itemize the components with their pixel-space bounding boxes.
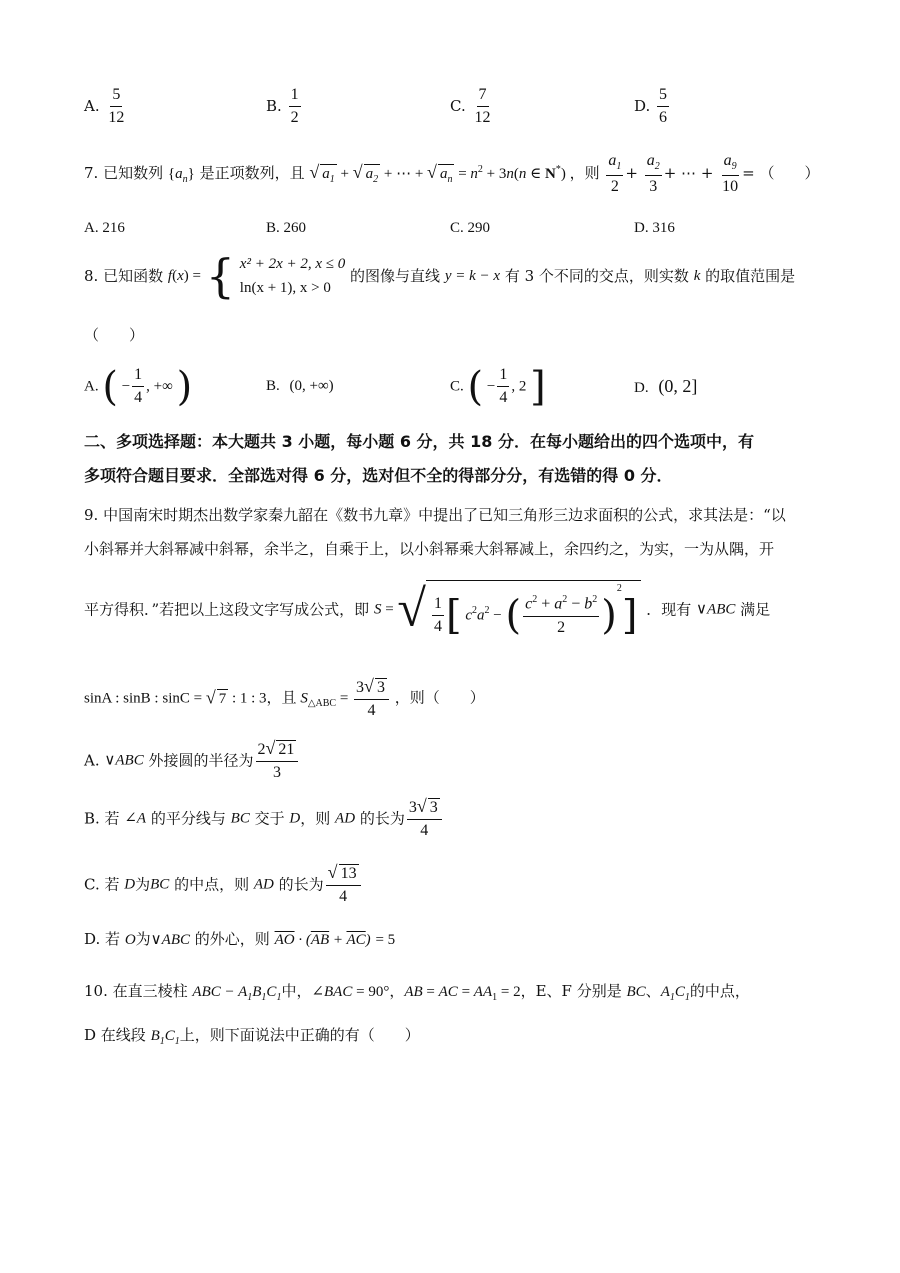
fraction: $\frac{a_2}{3}$ — [646, 152, 660, 195]
q8-answer-blank: （ ） — [84, 326, 145, 344]
q7-option-d: D. 316 — [634, 220, 675, 236]
q9-line2: 小斜幂并大斜幂减中斜幂，余半之，自乘于上，以小斜幂乘大斜幂减上，余四约之，为实，一为从隅，开 — [84, 540, 775, 558]
q9-line1: 9. 中国南宋时期杰出数学家秦九韶在《数书九章》中提出了已知三角形三边求面积的公式，求其法是：“以 — [84, 506, 786, 524]
q8-option-b: B. (0, +∞) — [266, 378, 334, 394]
fraction: $\frac{7}{12}$ — [474, 86, 491, 127]
q8-option-c: C. ( − $\frac{1}{4}$ , 2 ] — [450, 363, 546, 410]
q6-option-a: A. $\frac{5}{12}$ — [84, 86, 125, 127]
fraction: $\frac{1}{4}$ — [134, 366, 143, 407]
q7-option-b: B. 260 — [266, 220, 307, 236]
q10-line2: D 在线段 $B_1C_1$上，则下面说法中正确的有（ ） — [84, 1026, 420, 1047]
q7-option-c: C. 290 — [450, 220, 491, 236]
q6-option-b: B. $\frac{1}{2}$ — [266, 86, 299, 127]
fraction: $\frac{3√ 3}{4}$ — [354, 676, 389, 721]
fraction: $\frac{5}{6}$ — [659, 86, 668, 127]
q9-option-b: B. 若 ∠A 的平分线与 BC 交于 D，则 AD 的长为 $\frac{3√ 3}{4}$ — [84, 796, 444, 841]
q6-option-d: D. $\frac{5}{6}$ — [634, 86, 668, 127]
q9-option-a: A. ∨ABC 外接圆的半径为 $\frac{2√ 21}{3}$ — [84, 738, 300, 783]
fraction: $\frac{a_9}{10}$ — [722, 152, 739, 195]
q8-option-d: D. (0, 2] — [634, 376, 698, 396]
q10-line1: 10. 在直三棱柱 ABC − $A_1B_1C_1$中，∠BAC = 90°，AB = AC = $AA_1 = 2$，E、F 分别是 BC、$A_1C_1$的中点， — [84, 982, 750, 1003]
piecewise-cases: x² + 2x + 2, x ≤ 0 ln(x + 1), x > 0 — [239, 256, 346, 296]
section2-heading-line2: 多项符合题目要求．全部选对得 6 分，选对但不全的得部分分，有选错的得 0 分． — [84, 466, 673, 485]
q9-option-d: D. 若 O为∨ABC 的外心，则 $\overline{AO} \cdot (\overline{AB} + \overline{AC}) = 5$ — [84, 930, 396, 948]
fraction: $\frac{3√ 3}{4}$ — [407, 796, 442, 841]
fraction: $\frac{1}{4}$ — [499, 366, 508, 407]
q7-stem: 7. 已知数列 $\{a_n\}$ 是正项数列，且 √ $a_1$ + √ $a_2$ + ⋯ + √ $a_n = n^2 + 3n(n$ ∈ N*) ，则 $\frac{a_1}{2}$ + $\frac{a_2}{3}$ + ⋯ + $\frac{a_9}{10}$ = （ ） — [84, 152, 820, 195]
q8-option-a: A. ( − $\frac{1}{4}$ , +∞ ) — [84, 363, 193, 410]
fraction: $\frac{2√ 21}{3}$ — [256, 738, 299, 783]
q8-stem: 8. 已知函数 f(x) = { x² + 2x + 2, x ≤ 0 ln(x + 1), x > 0 的图像与直线 y = k − x 有 3 个不同的交点，则实数 k 的取值范围是 — [84, 249, 796, 303]
section2-heading-line1: 二、多项选择题：本大题共 3 小题，每小题 6 分，共 18 分．在每小题给出的四个选项中，有 — [84, 432, 754, 451]
piecewise-brace: { — [205, 249, 236, 303]
q6-option-c: C. $\frac{7}{12}$ — [450, 86, 491, 127]
q9-ratio-line: sinA : sinB : sinC = √ 7 : 1 : 3，且 $S_{\triangle ABC}$ = $\frac{3√ 3}{4}$ ，则（ ） — [84, 676, 485, 720]
heron-formula: √ $\frac{1}{4}$ [ $c^2a^2$ − ( $\frac{c^2 + a^2 - b^2}{2}$ )$^2$] — [397, 580, 641, 639]
q9-formula-line: 平方得积．”若把以上这段文字写成公式，即 S = √ $\frac{1}{4}$ [ $c^2a^2$ − ( $\frac{c^2 + a^2 - b^2}{2}$ )$^2$] ．现有 ∨ABC 满足 — [84, 580, 771, 639]
q9-option-c: C. 若 D为BC 的中点，则 AD 的长为 $\frac{√ 13}{4}$ — [84, 862, 363, 907]
fraction: $\frac{1}{2}$ — [290, 86, 299, 127]
q7-option-a: A. 216 — [84, 220, 125, 236]
fraction: $\frac{5}{12}$ — [108, 86, 125, 127]
q7-sum-sqrt: √ $a_1$ + √ $a_2$ + ⋯ + √ $a_n = n^2 + 3n(n$ ∈ N*) — [309, 162, 570, 186]
fraction: $\frac{√ 13}{4}$ — [326, 862, 361, 907]
fraction: $\frac{a_1}{2}$ — [608, 152, 622, 195]
